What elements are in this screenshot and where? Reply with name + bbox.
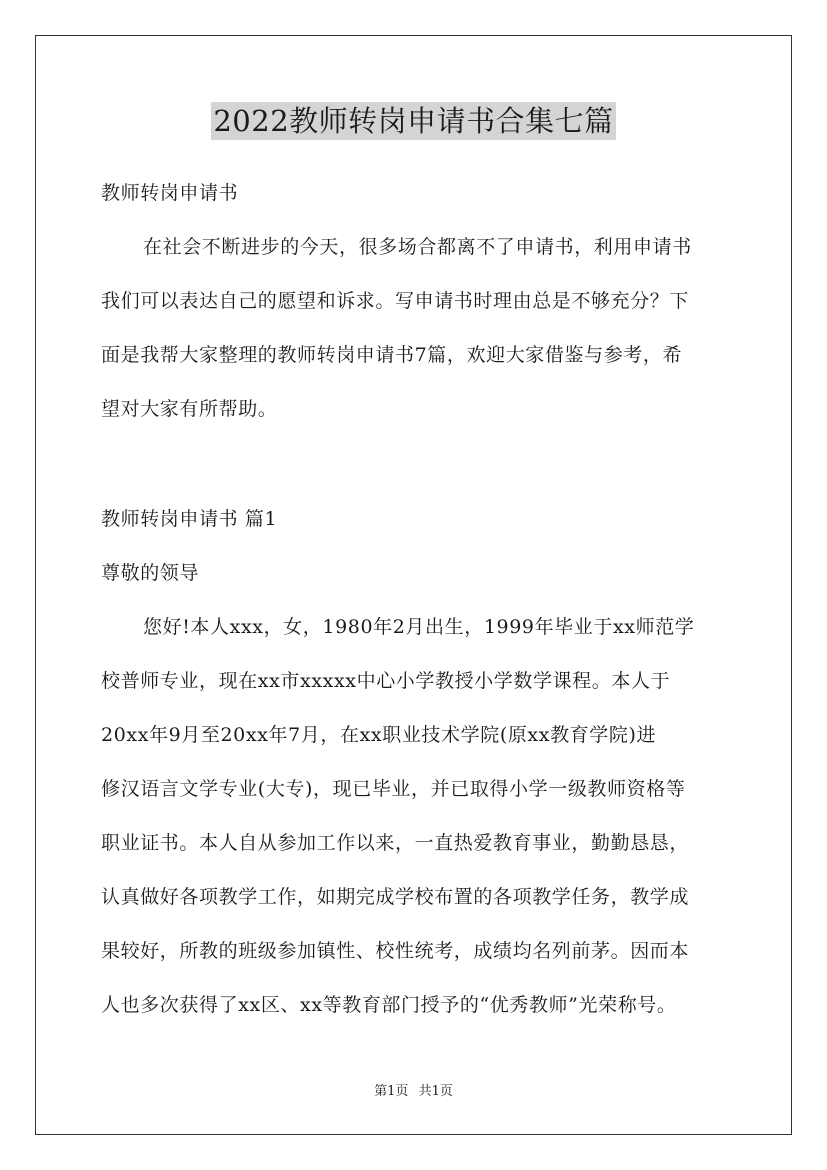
paragraph-line: 您好!本人xxx，女，1980年2月出生，1999年毕业于xx师范学 [143,616,695,638]
paragraph-line: 认真做好各项教学工作，如期完成学校布置的各项教学任务，教学成 [101,886,690,908]
page-footer [0,1083,827,1101]
section-heading: 教师转岗申请书 [101,182,239,204]
salutation: 尊敬的领导 [101,562,200,584]
document-title: 2022教师转岗申请书合集七篇 [213,104,614,138]
page-number: 第1页 [374,1084,409,1099]
paragraph-line: 20xx年9月至20xx年7月，在xx职业技术学院(原xx教育学院)进 [101,724,657,746]
section-heading: 教师转岗申请书 篇1 [101,508,278,530]
paragraph-line: 我们可以表达自己的愿望和诉求。写申请书时理由总是不够充分？下 [101,290,690,312]
paragraph-line: 面是我帮大家整理的教师转岗申请书7篇，欢迎大家借鉴与参考，希 [101,344,683,366]
title-container [0,102,827,140]
paragraph-line: 职业证书。本人自从参加工作以来，一直热爱教育事业，勤勤恳恳， [101,832,690,854]
paragraph-line: 校普师专业，现在xx市xxxxx中心小学教授小学数学课程。本人于 [101,670,671,692]
paragraph-line: 修汉语言文学专业(大专)，现已毕业，并已取得小学一级教师资格等 [101,778,686,800]
paragraph-line: 人也多次获得了xx区、xx等教育部门授予的“优秀教师”光荣称号。 [101,994,677,1016]
paragraph-line: 在社会不断进步的今天，很多场合都离不了申请书，利用申请书 [143,236,692,258]
paragraph-line: 果较好，所教的班级参加镇性、校性统考，成绩均名列前茅。因而本 [101,940,690,962]
page-total: 共1页 [418,1084,453,1099]
paragraph-line: 望对大家有所帮助。 [101,398,278,420]
